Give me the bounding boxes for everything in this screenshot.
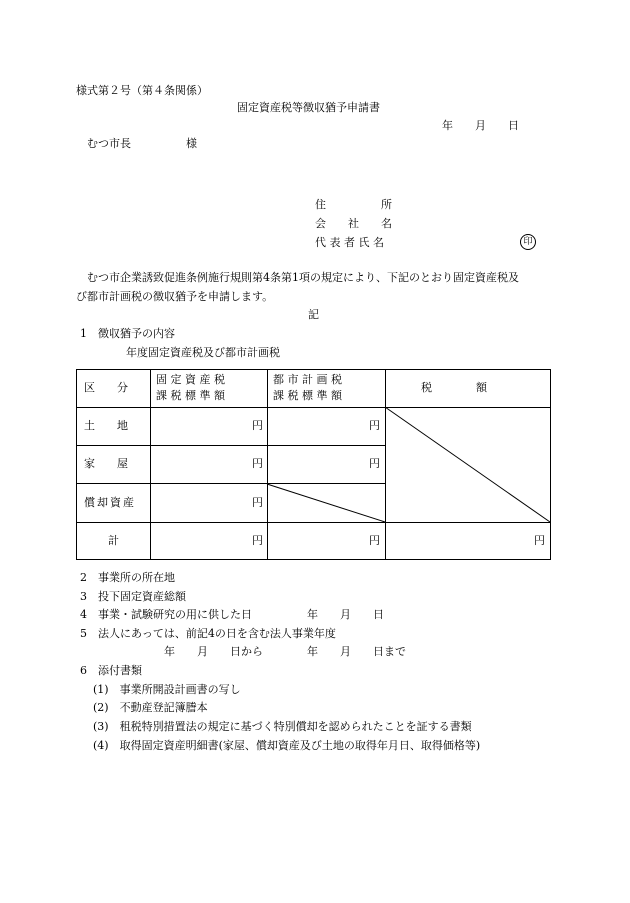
item-6-attachments: 6 添付書類 xyxy=(80,664,142,677)
body-line-2: び都市計画税の徴収猶予を申請します。 xyxy=(76,290,274,303)
form-number: 様式第２号（第４条関係） xyxy=(76,84,208,97)
row-building-label: 家 屋 xyxy=(84,457,128,470)
ki-marker: 記 xyxy=(308,308,319,321)
item-5-period: 年 月 日から 年 月 日まで xyxy=(164,645,406,658)
attachment-2: (2) 不動産登記簿謄本 xyxy=(93,701,208,714)
item-2-location: 2 事業所の所在地 xyxy=(80,571,175,584)
attachment-4: (4) 取得固定資産明細書(家屋、償却資産及び土地の取得年月日、取得価格等) xyxy=(93,739,481,752)
header-category: 区 分 xyxy=(84,381,128,394)
address-label: 住 所 xyxy=(315,198,392,211)
row-building-city-unit: 円 xyxy=(369,457,380,470)
row-total-label: 計 xyxy=(108,534,119,547)
item-5-fiscal-year: 5 法人にあっては、前記4の日を含む法人事業年度 xyxy=(80,627,336,640)
header-fixed-asset-line2: 課 税 標 準 額 xyxy=(156,389,225,402)
document-title: 固定資産税等徴収猶予申請書 xyxy=(237,101,380,114)
section-1-heading: 1 徴収猶予の内容 xyxy=(80,327,175,340)
row-land-label: 土 地 xyxy=(84,419,128,432)
header-city-planning-line2: 課 税 標 準 額 xyxy=(273,389,342,402)
item-4-start-date: 4 事業・試験研究の用に供した日 年 月 日 xyxy=(80,608,384,621)
row-building-fixed-unit: 円 xyxy=(252,457,263,470)
tax-table xyxy=(76,369,551,560)
row-total-city-unit: 円 xyxy=(369,534,380,547)
section-1-subheading: 年度固定資産税及び都市計画税 xyxy=(126,346,280,359)
body-line-1: むつ市企業誘致促進条例施行規則第4条第1項の規定により、下記のとおり固定資産税及 xyxy=(87,271,519,284)
item-3-investment: 3 投下固定資産総額 xyxy=(80,590,186,603)
company-name-label: 会 社 名 xyxy=(315,217,392,230)
attachment-3: (3) 租税特別措置法の規定に基づく特別償却を認められたことを証する書類 xyxy=(93,720,472,733)
representative-name-label: 代 表 者 氏 名 xyxy=(315,236,384,249)
row-depreciable-fixed-unit: 円 xyxy=(252,496,263,509)
row-total-fixed-unit: 円 xyxy=(252,534,263,547)
row-land-fixed-unit: 円 xyxy=(252,419,263,432)
application-date: 年 月 日 xyxy=(442,119,519,132)
header-city-planning-line1: 都 市 計 画 税 xyxy=(273,373,342,386)
header-fixed-asset-line1: 固 定 資 産 税 xyxy=(156,373,225,386)
row-depreciable-assets-label: 償却資産 xyxy=(84,496,136,509)
attachment-1: (1) 事業所開設計画書の写し xyxy=(93,683,241,696)
seal-mark: 印 xyxy=(520,234,536,250)
addressee: むつ市長 様 xyxy=(87,137,197,150)
header-tax-amount: 税 額 xyxy=(421,381,487,394)
row-total-tax-unit: 円 xyxy=(534,534,545,547)
row-land-city-unit: 円 xyxy=(369,419,380,432)
